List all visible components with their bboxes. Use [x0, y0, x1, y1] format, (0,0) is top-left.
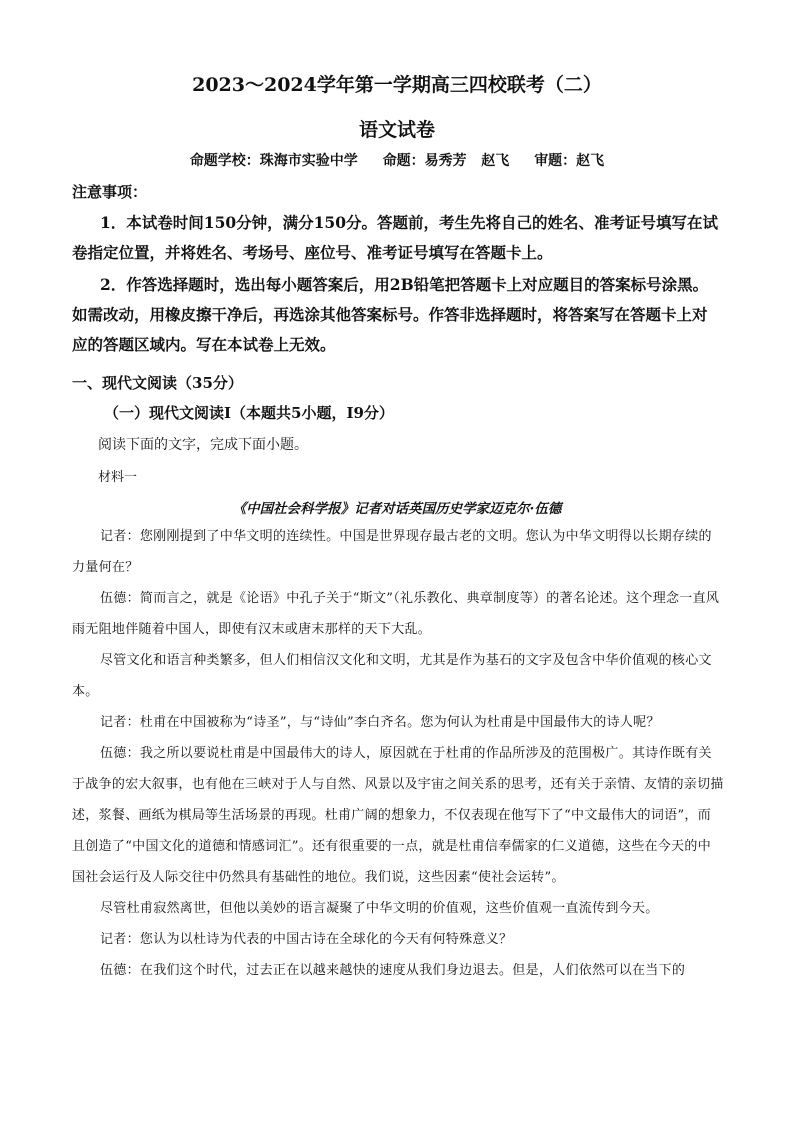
setter-label: 命题：易秀芳 赵飞 [382, 153, 510, 169]
school-label: 命题学校：珠海市实验中学 [189, 153, 358, 169]
paragraph: 记者：您认为以杜诗为代表的中国古诗在全球化的今天有何特殊意义？ [100, 932, 513, 947]
notice-item-1-text: 1．本试卷时间150分钟，满分150分。答题前，考生先将自己的姓名、准考证号填写在试卷指定位置，并将姓名、考场号、座位号、准考证号填写在答题卡上。 [72, 213, 718, 262]
reviewer-label: 审题：赵飞 [534, 153, 605, 169]
paragraph: 记者：杜甫在中国被称为“诗圣”，与“诗仙”李白齐名。您为何认为杜甫是中国最伟大的诗人呢？ [100, 715, 660, 730]
paragraph: 尽管杜甫寂然离世，但他以美妙的语言凝聚了中华文明的价值观，这些价值观一直流传到今天。 [100, 901, 659, 916]
paragraph: 伍德：在我们这个时代，过去正在以越来越快的速度从我们身边退去。但是，人们依然可以在当下的 [100, 963, 686, 978]
sub-section-heading: （一）现代文阅读Ⅰ（本题共5小题，I9分） [104, 404, 394, 422]
exam-subtitle: 语文试卷 [358, 119, 435, 141]
reading-instruction: 阅读下面的文字，完成下面小题。 [98, 437, 308, 453]
material-label: 材料一 [98, 470, 138, 485]
author-line [0, 150, 794, 170]
material-body [72, 521, 724, 986]
material-title: 《中国社会科学报》记者对话英国历史学家迈克尔·伍德 [232, 501, 562, 517]
notice-item-1 [72, 208, 722, 268]
paragraph: 伍德：我之所以要说杜甫是中国最伟大的诗人，原因就在于杜甫的作品所涉及的范围极广。其诗作既有关于战争的宏大叙事，也有他在三峡对于人与自然、风景以及宇宙之间关系的思考，还有关于亲情、友情的亲切描述，浆餐、画纸为棋局等生活场景的再现。杜甫广阔的想象力，不仅表现在他写下了“中文最伟大的词语”，而且创造了“中国文化的道德和情感词汇”。还有很重要的一点，就是杜甫信奉儒家的仁义道德，这些在今天的中国社会运行及人际交往中仍然具有基础性的地位。我们说，这些因素“使社会运转”。 [72, 746, 724, 885]
section-heading: 一、现代文阅读（35分） [72, 374, 243, 392]
paragraph: 记者：您刚刚提到了中华文明的连续性。中国是世界现存最古老的文明。您认为中华文明得以长期存续的力量何在？ [72, 529, 712, 575]
exam-title: 2023～2024学年第一学期高三四校联考（二） [192, 74, 602, 96]
notice-item-2 [72, 270, 722, 360]
notice-item-2-text: 2．作答选择题时，选出每小题答案后，用2B铅笔把答题卡上对应题目的答案标号涂黑。如需改动，用橡皮擦干净后，再选涂其他答案标号。作答非选择题时，将答案写在答题卡上对应的答题区域内。写在本试卷上无效。 [72, 275, 709, 354]
paragraph: 伍德：简而言之，就是《论语》中孔子关于“斯文”（礼乐教化、典章制度等）的著名论述。这个理念一直风雨无阻地伴随着中国人，即使有汉末或唐末那样的天下大乱。 [72, 591, 720, 637]
paragraph: 尽管文化和语言种类繁多，但人们相信汉文化和文明，尤其是作为基石的文字及包含中华价值观的核心文本。 [72, 653, 712, 699]
notice-heading: 注意事项： [72, 183, 148, 201]
